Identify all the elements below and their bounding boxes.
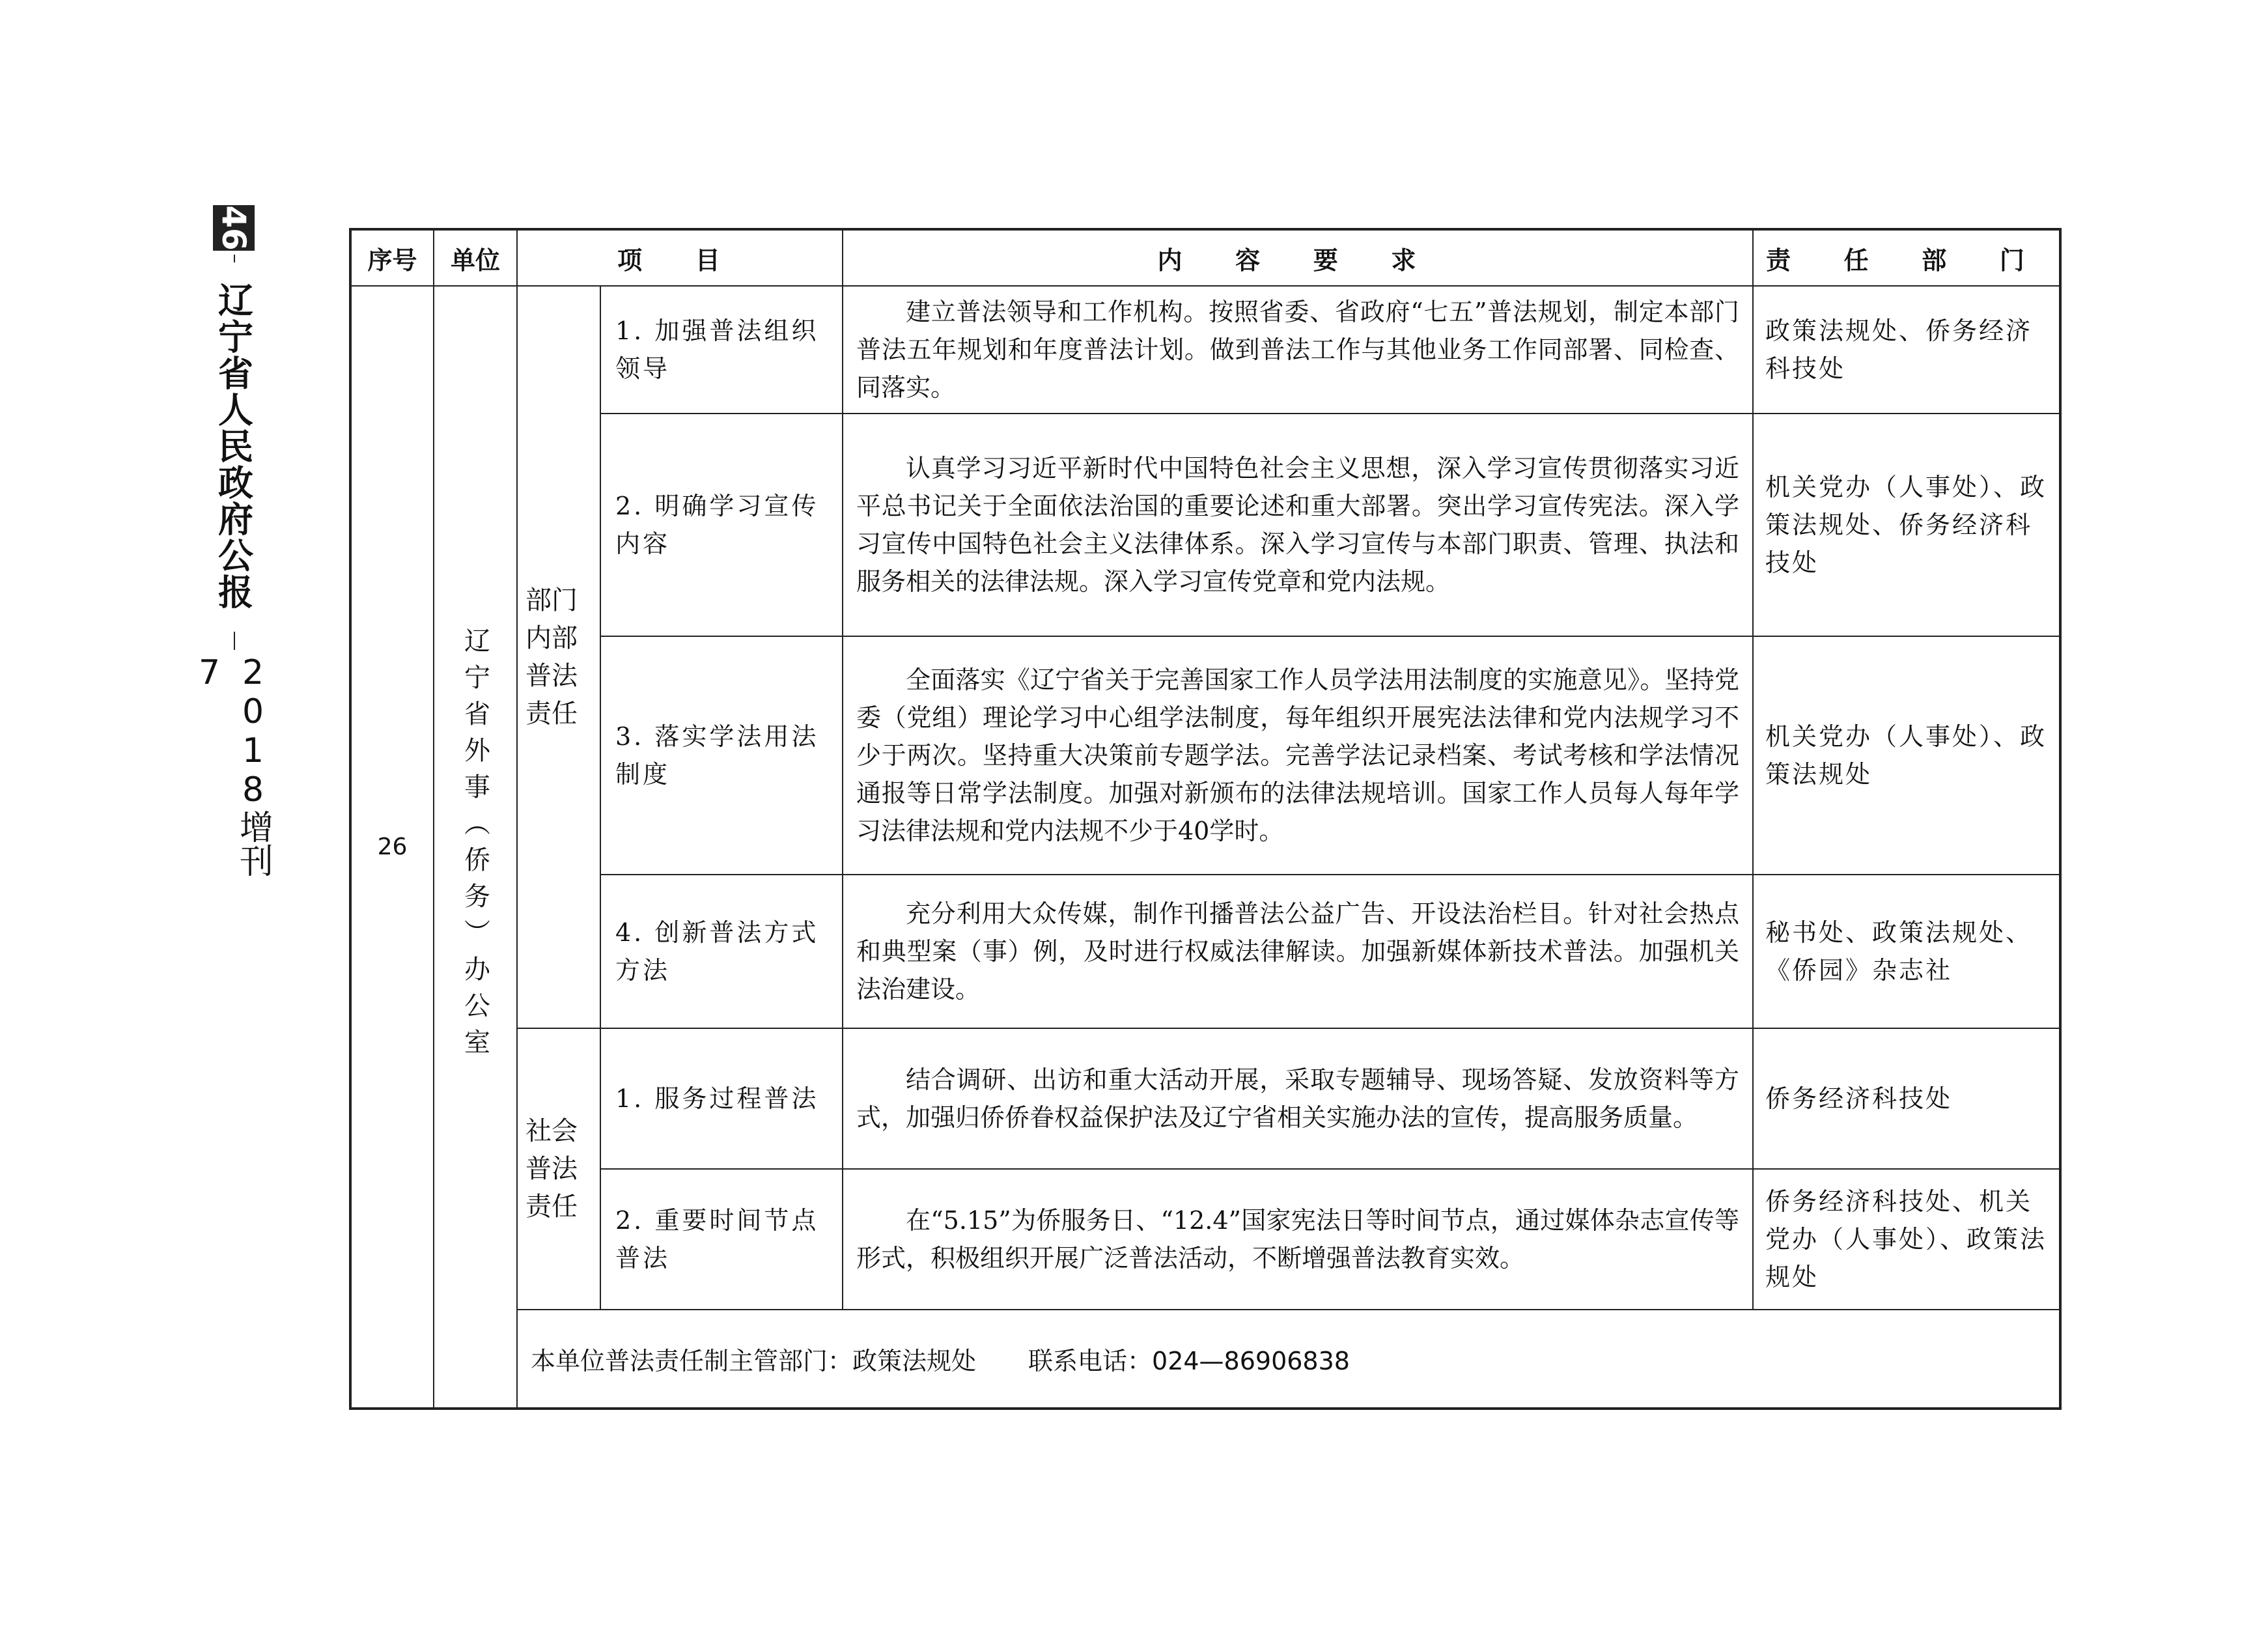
header-seq: 序号 [350, 229, 434, 286]
item-cell: 2. 明确学习宣传内容 [600, 414, 843, 636]
running-header [189, 205, 273, 1045]
unit-name: 辽宁省外事（侨务）办公室 [460, 626, 490, 1065]
content-text: 结合调研、出访和重大活动开展，采取专题辅导、现场答疑、发放资料等方式，加强归侨侨眷权益保护法及辽宁省相关实施办法的宣传，提高服务质量。 [856, 1065, 1739, 1132]
responsibility-table [349, 228, 2062, 1410]
content-cell [843, 636, 1753, 875]
department-cell: 秘书处、政策法规处、《侨园》杂志社 [1753, 875, 2060, 1028]
table-row [350, 875, 2060, 1028]
contact-phone: 联系电话：024—86906838 [1028, 1347, 1350, 1375]
table-row [350, 1028, 2060, 1169]
page-number: 46 [215, 205, 253, 251]
content-cell [843, 414, 1753, 636]
content-cell [843, 875, 1753, 1028]
header-department: 责 任 部 门 [1753, 229, 2060, 286]
header-divider [234, 632, 235, 650]
department-cell: 侨务经济科技处、机关党办（人事处）、政策法规处 [1753, 1169, 2060, 1310]
content-text: 在“5.15”为侨服务日、“12.4”国家宪法日等时间节点，通过媒体杂志宣传等形式，积极组织开展广泛普法活动，不断增强普法教育实效。 [856, 1206, 1739, 1272]
item-cell: 2. 重要时间节点普法 [600, 1169, 843, 1310]
content-cell [843, 1028, 1753, 1169]
item-cell: 1. 加强普法组织领导 [600, 286, 843, 414]
responsible-dept: 本单位普法责任制主管部门：政策法规处 [531, 1347, 977, 1375]
footer-cell [517, 1310, 2060, 1409]
content-cell [843, 286, 1753, 414]
table-row [350, 414, 2060, 636]
page-number-box [213, 205, 255, 251]
table-row [350, 636, 2060, 875]
content-text: 认真学习习近平新时代中国特色社会主义思想，深入学习宣传贯彻落实习近平总书记关于全面依法治国的重要论述和重大部署。突出学习宣传宪法。深入学习宣传中国特色社会主义法律体系。深入学习宣传与本部门职责、管理、执法和服务相关的法律法规。深入学习宣传党章和党内法规。 [856, 454, 1739, 596]
table-row [350, 286, 2060, 414]
unit-cell [434, 286, 517, 1409]
group-label: 社会普法责任 [517, 1028, 600, 1310]
header-content: 内 容 要 求 [843, 229, 1753, 286]
department-cell: 机关党办（人事处）、政策法规处 [1753, 636, 2060, 875]
department-cell: 机关党办（人事处）、政策法规处、侨务经济科技处 [1753, 414, 2060, 636]
header-project: 项 目 [517, 229, 843, 286]
journal-name: 辽宁省人民政府公报 [212, 282, 255, 610]
table-row [350, 1169, 2060, 1310]
footer-row [350, 1310, 2060, 1409]
department-cell: 政策法规处、侨务经济科技处 [1753, 286, 2060, 414]
table-header-row [350, 229, 2060, 286]
seq-cell: 26 [350, 286, 434, 1409]
department-cell: 侨务经济科技处 [1753, 1028, 2060, 1169]
content-text: 全面落实《辽宁省关于完善国家工作人员学法用法制度的实施意见》。坚持党委（党组）理论学习中心组学法制度，每年组织开展宪法法律和党内法规学习不少于两次。坚持重大决策前专题学法。完善学法记录档案、考试考核和学法情况通报等日常学法制度。加强对新颁布的法律法规培训。国家工作人员每人每年学习法律法规和党内法规不少于40学时。 [856, 666, 1739, 845]
header-divider [234, 255, 235, 262]
group-label: 部门内部普法责任 [517, 286, 600, 1028]
item-cell: 4. 创新普法方式方法 [600, 875, 843, 1028]
content-text: 充分利用大众传媒，制作刊播普法公益广告、开设法治栏目。针对社会热点和典型案（事）例，及时进行权威法律解读。加强新媒体新技术普法。加强机关法治建设。 [856, 899, 1739, 1004]
item-cell: 3. 落实学法用法制度 [600, 636, 843, 875]
journal-issue: 2018增刊7 [189, 653, 273, 877]
item-cell: 1. 服务过程普法 [600, 1028, 843, 1169]
content-cell [843, 1169, 1753, 1310]
content-text: 建立普法领导和工作机构。按照省委、省政府“七五”普法规划，制定本部门普法五年规划和年度普法计划。做到普法工作与其他业务工作同部署、同检查、同落实。 [856, 298, 1739, 402]
header-unit: 单位 [434, 229, 517, 286]
